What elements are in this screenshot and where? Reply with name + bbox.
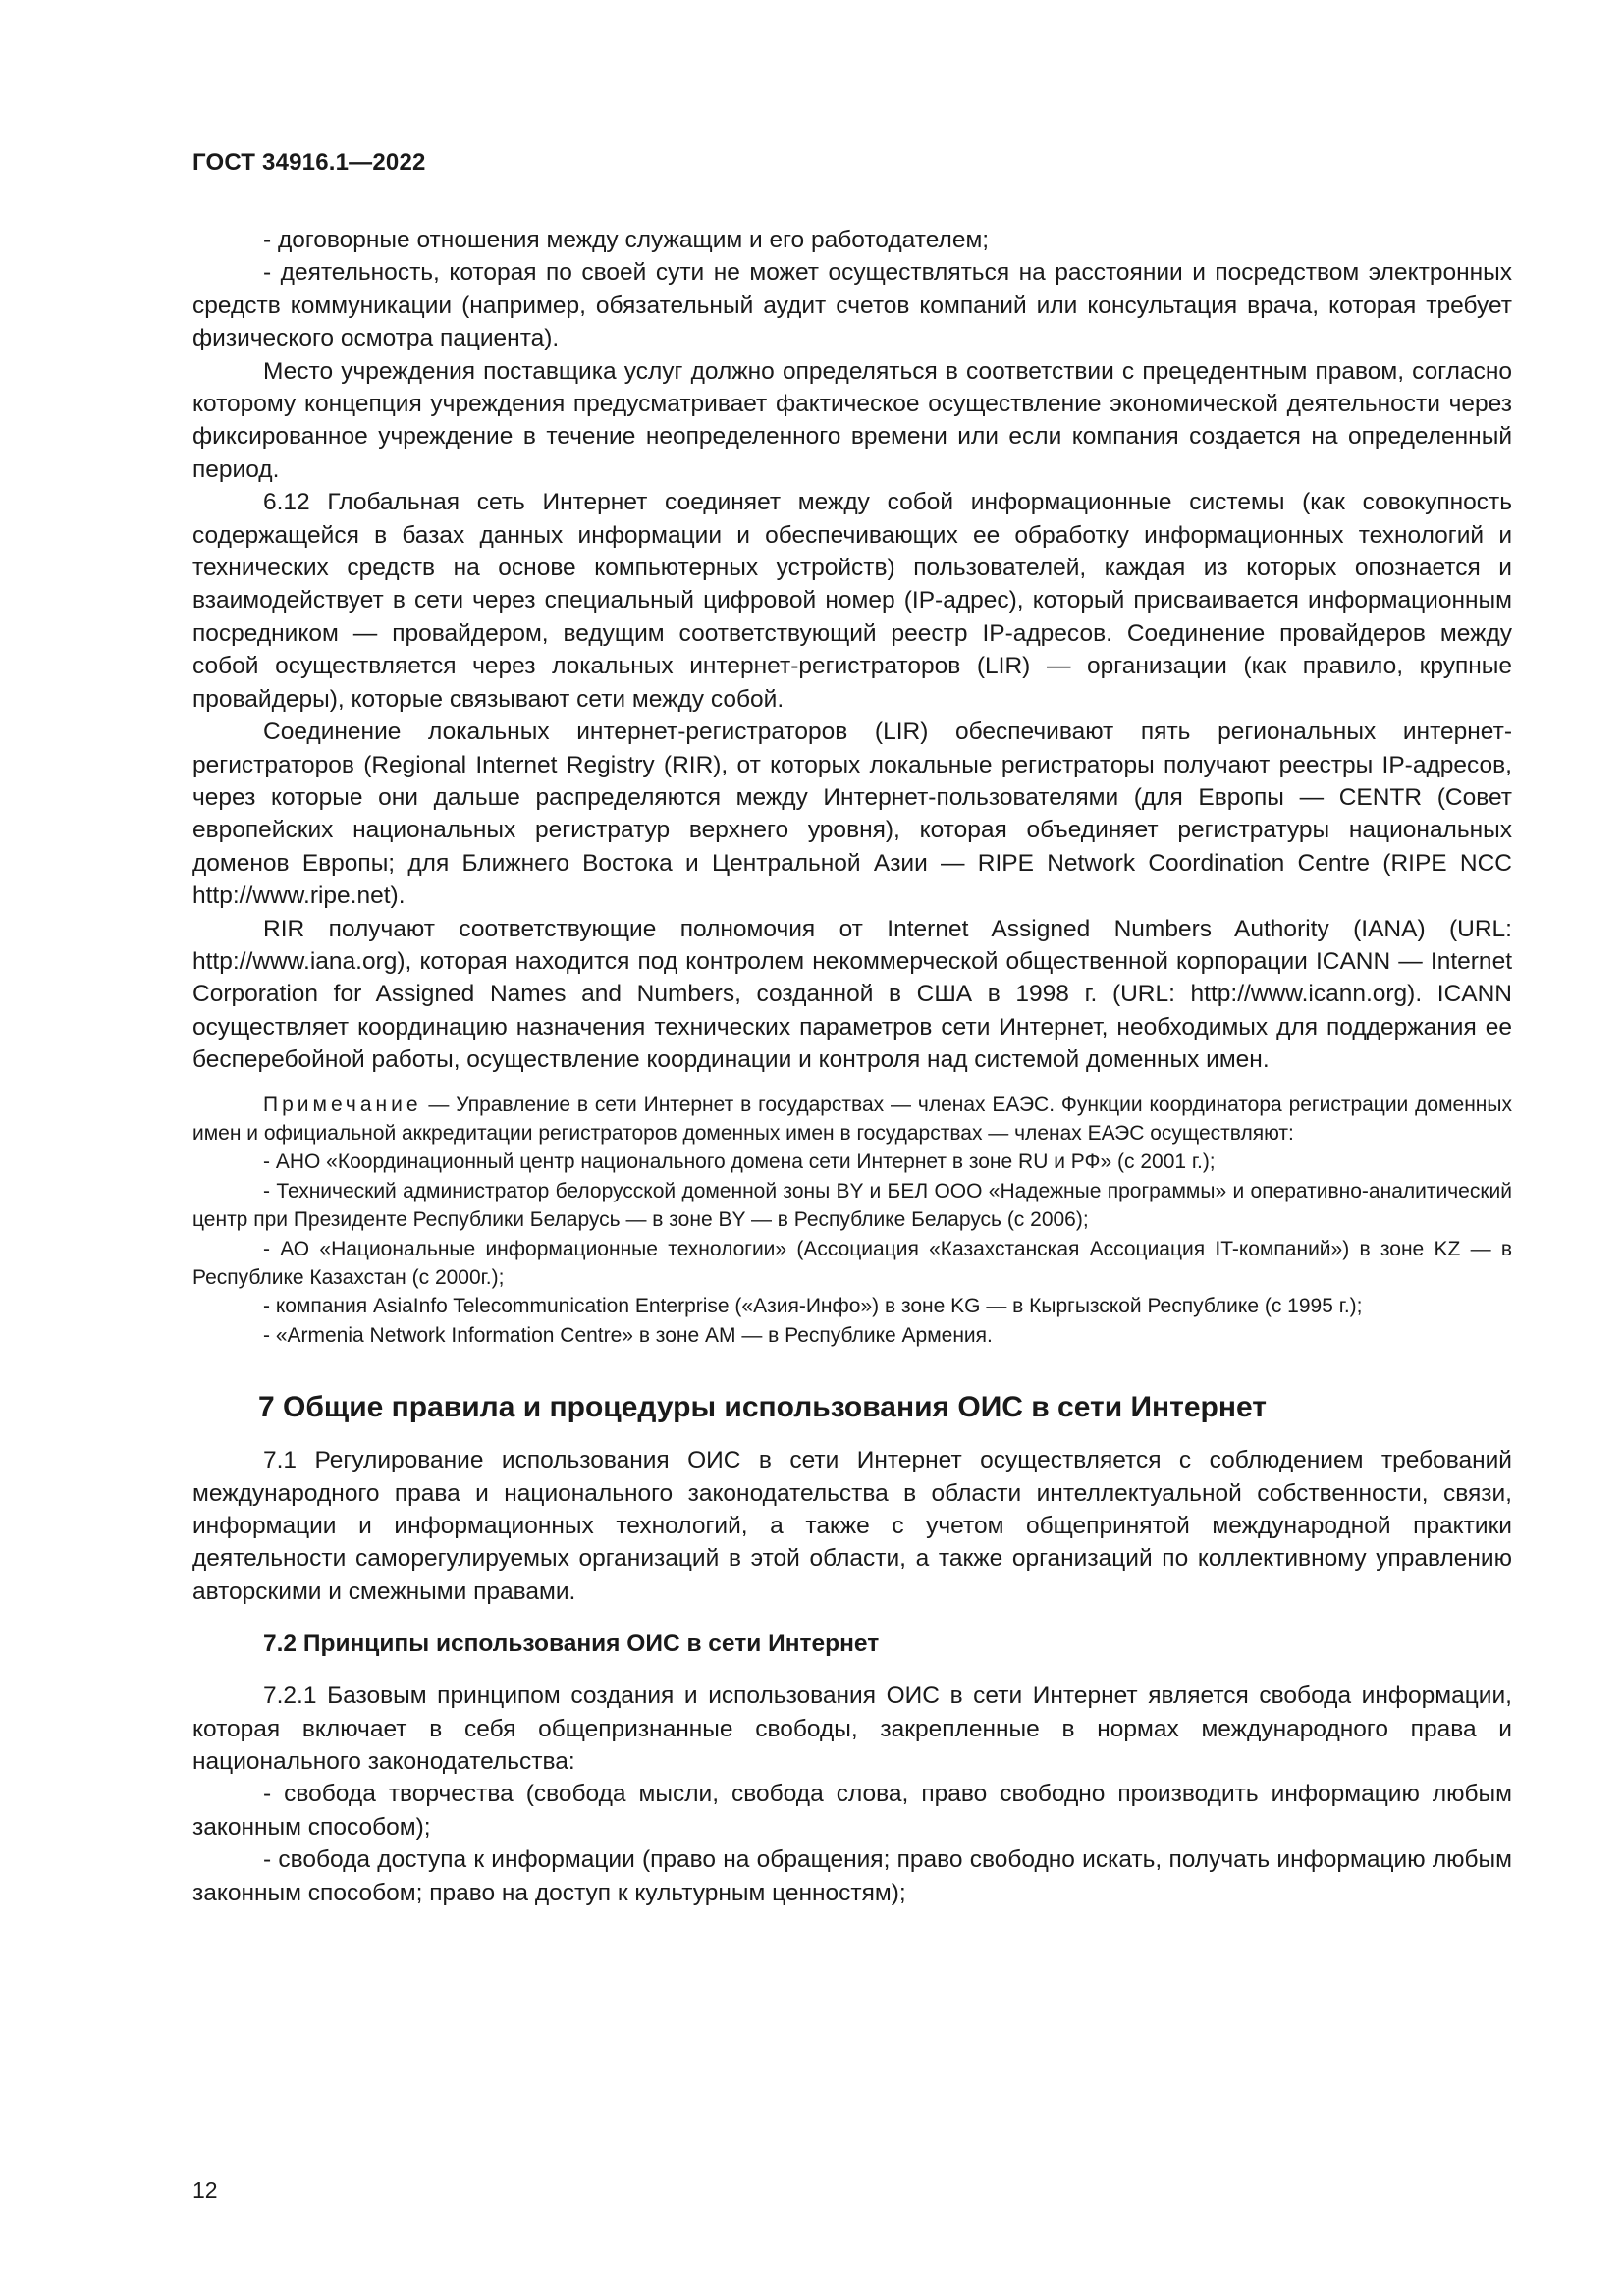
paragraph: 7.2.1 Базовым принципом создания и использования ОИС в сети Интернет является свобода информации, которая включает в себя общепризнанные свободы, закрепленные в нормах международного права и национального законодательства: xyxy=(192,1682,1512,1776)
paragraph: - деятельность, которая по своей сути не может осуществляться на расстоянии и посредством электронных средств коммуникации (например, обязательный аудит счетов компаний или консультация врача, которая требует физического осмотра пациента). xyxy=(192,259,1512,352)
paragraph: RIR получают соответствующие полномочия от Internet Assigned Numbers Authority (IANA) (URL: http://www.iana.org), которая находится под контролем некоммерческой общественной корпорации ICANN — Internet Corporation for Assigned Names and Numbers, созданной в США в 1998 г. (URL: http://www.icann.org). ICANN осуществляет координацию назначения технических параметров сети Интернет, необходимых для поддержания ее бесперебойной работы, осуществление координации и контроля над системой доменных имен. xyxy=(192,915,1512,1074)
note-intro-text: — Управление в сети Интернет в государствах — членах ЕАЭС. Функции координатора регистрации доменных имен и официальной аккредитации регистраторов доменных имен в государствах — членах ЕАЭС осуществляют: xyxy=(192,1093,1512,1145)
note-list-item: - «Armenia Network Information Centre» в зоне AM — в Республике Армения. xyxy=(263,1323,993,1347)
note-intro xyxy=(192,1091,1512,1148)
page-number: 12 xyxy=(192,2177,218,2203)
note-list-item: - Технический администратор белорусской доменной зоны BY и БЕЛ ООО «Надежные программы» и оперативно-аналитический центр при Президенте Республики Беларусь — в зоне BY — в Республике Беларусь (с 2006); xyxy=(192,1179,1512,1232)
paragraph: - договорные отношения между служащим и его работодателем; xyxy=(263,227,990,253)
page-body xyxy=(192,224,1512,1909)
page-header-standard-number: ГОСТ 34916.1—2022 xyxy=(192,149,426,176)
note-list-item: - компания AsiaInfo Telecommunication Enterprise («Азия-Инфо») в зоне KG — в Кыргызской Республике (с 1995 г.); xyxy=(263,1295,1363,1318)
paragraph: 7.1 Регулирование использования ОИС в сети Интернет осуществляется с соблюдением требований международного права и национального законодательства в области интеллектуальной собственности, связи, информации и информационных технологий, а также с учетом общепринятой международной практики деятельности саморегулируемых организаций в этой области, а также организаций по коллективному управлению авторскими и смежными правами. xyxy=(192,1447,1512,1605)
note-list-item: - АНО «Координационный центр национального домена сети Интернет в зоне RU и РФ» (с 2001 г.); xyxy=(263,1150,1216,1174)
note-label: Примечание xyxy=(263,1093,422,1116)
section-heading: 7 Общие правила и процедуры использования ОИС в сети Интернет xyxy=(258,1391,1267,1424)
paragraph: - свобода доступа к информации (право на обращения; право свободно искать, получать информацию любым законным способом; право на доступ к культурным ценностям); xyxy=(192,1846,1512,1906)
paragraph: Соединение локальных интернет-регистраторов (LIR) обеспечивают пять региональных интернет-регистраторов (Regional Internet Registry (RIR), от которых локальные регистраторы получают реестры IP-адресов, через которые они дальше распределяются между Интернет-пользователями (для Европы — CENTR (Совет европейских национальных регистратур верхнего уровня), которая объединяет регистратуры национальных доменов Европы; для Ближнего Востока и Центральной Азии — RIPE Network Coordination Centre (RIPE NCC http://www.ripe.net). xyxy=(192,719,1512,910)
note-list-item: - АО «Национальные информационные технологии» (Ассоциация «Казахстанская Ассоциация IT-компаний») в зоне KZ — в Республике Казахстан (с 2000г.); xyxy=(192,1237,1512,1289)
paragraph: 6.12 Глобальная сеть Интернет соединяет между собой информационные системы (как совокупность содержащейся в базах данных информации и обеспечивающих ее обработку информационных технологий и технических средств на основе компьютерных устройств) пользователей, каждая из которых опознается и взаимодействует в сети через специальный цифровой номер (IP-адрес), который присваивается информационным посредником — провайдером, ведущим соответствующий реестр IP-адресов. Соединение провайдеров между собой осуществляется через локальных интернет-регистраторов (LIR) — организации (как правило, крупные провайдеры), которые связывают сети между собой. xyxy=(192,489,1512,713)
paragraph: Место учреждения поставщика услуг должно определяться в соответствии с прецедентным правом, согласно которому концепция учреждения предусматривает фактическое осуществление экономической деятельности через фиксированное учреждение в течение неопределенного времени или если компания создается на определенный период. xyxy=(192,357,1512,483)
note-block xyxy=(192,1091,1512,1351)
subsection-heading: 7.2 Принципы использования ОИС в сети Интернет xyxy=(263,1630,880,1658)
paragraph: - свобода творчества (свобода мысли, свобода слова, право свободно производить информацию любым законным способом); xyxy=(192,1781,1512,1841)
